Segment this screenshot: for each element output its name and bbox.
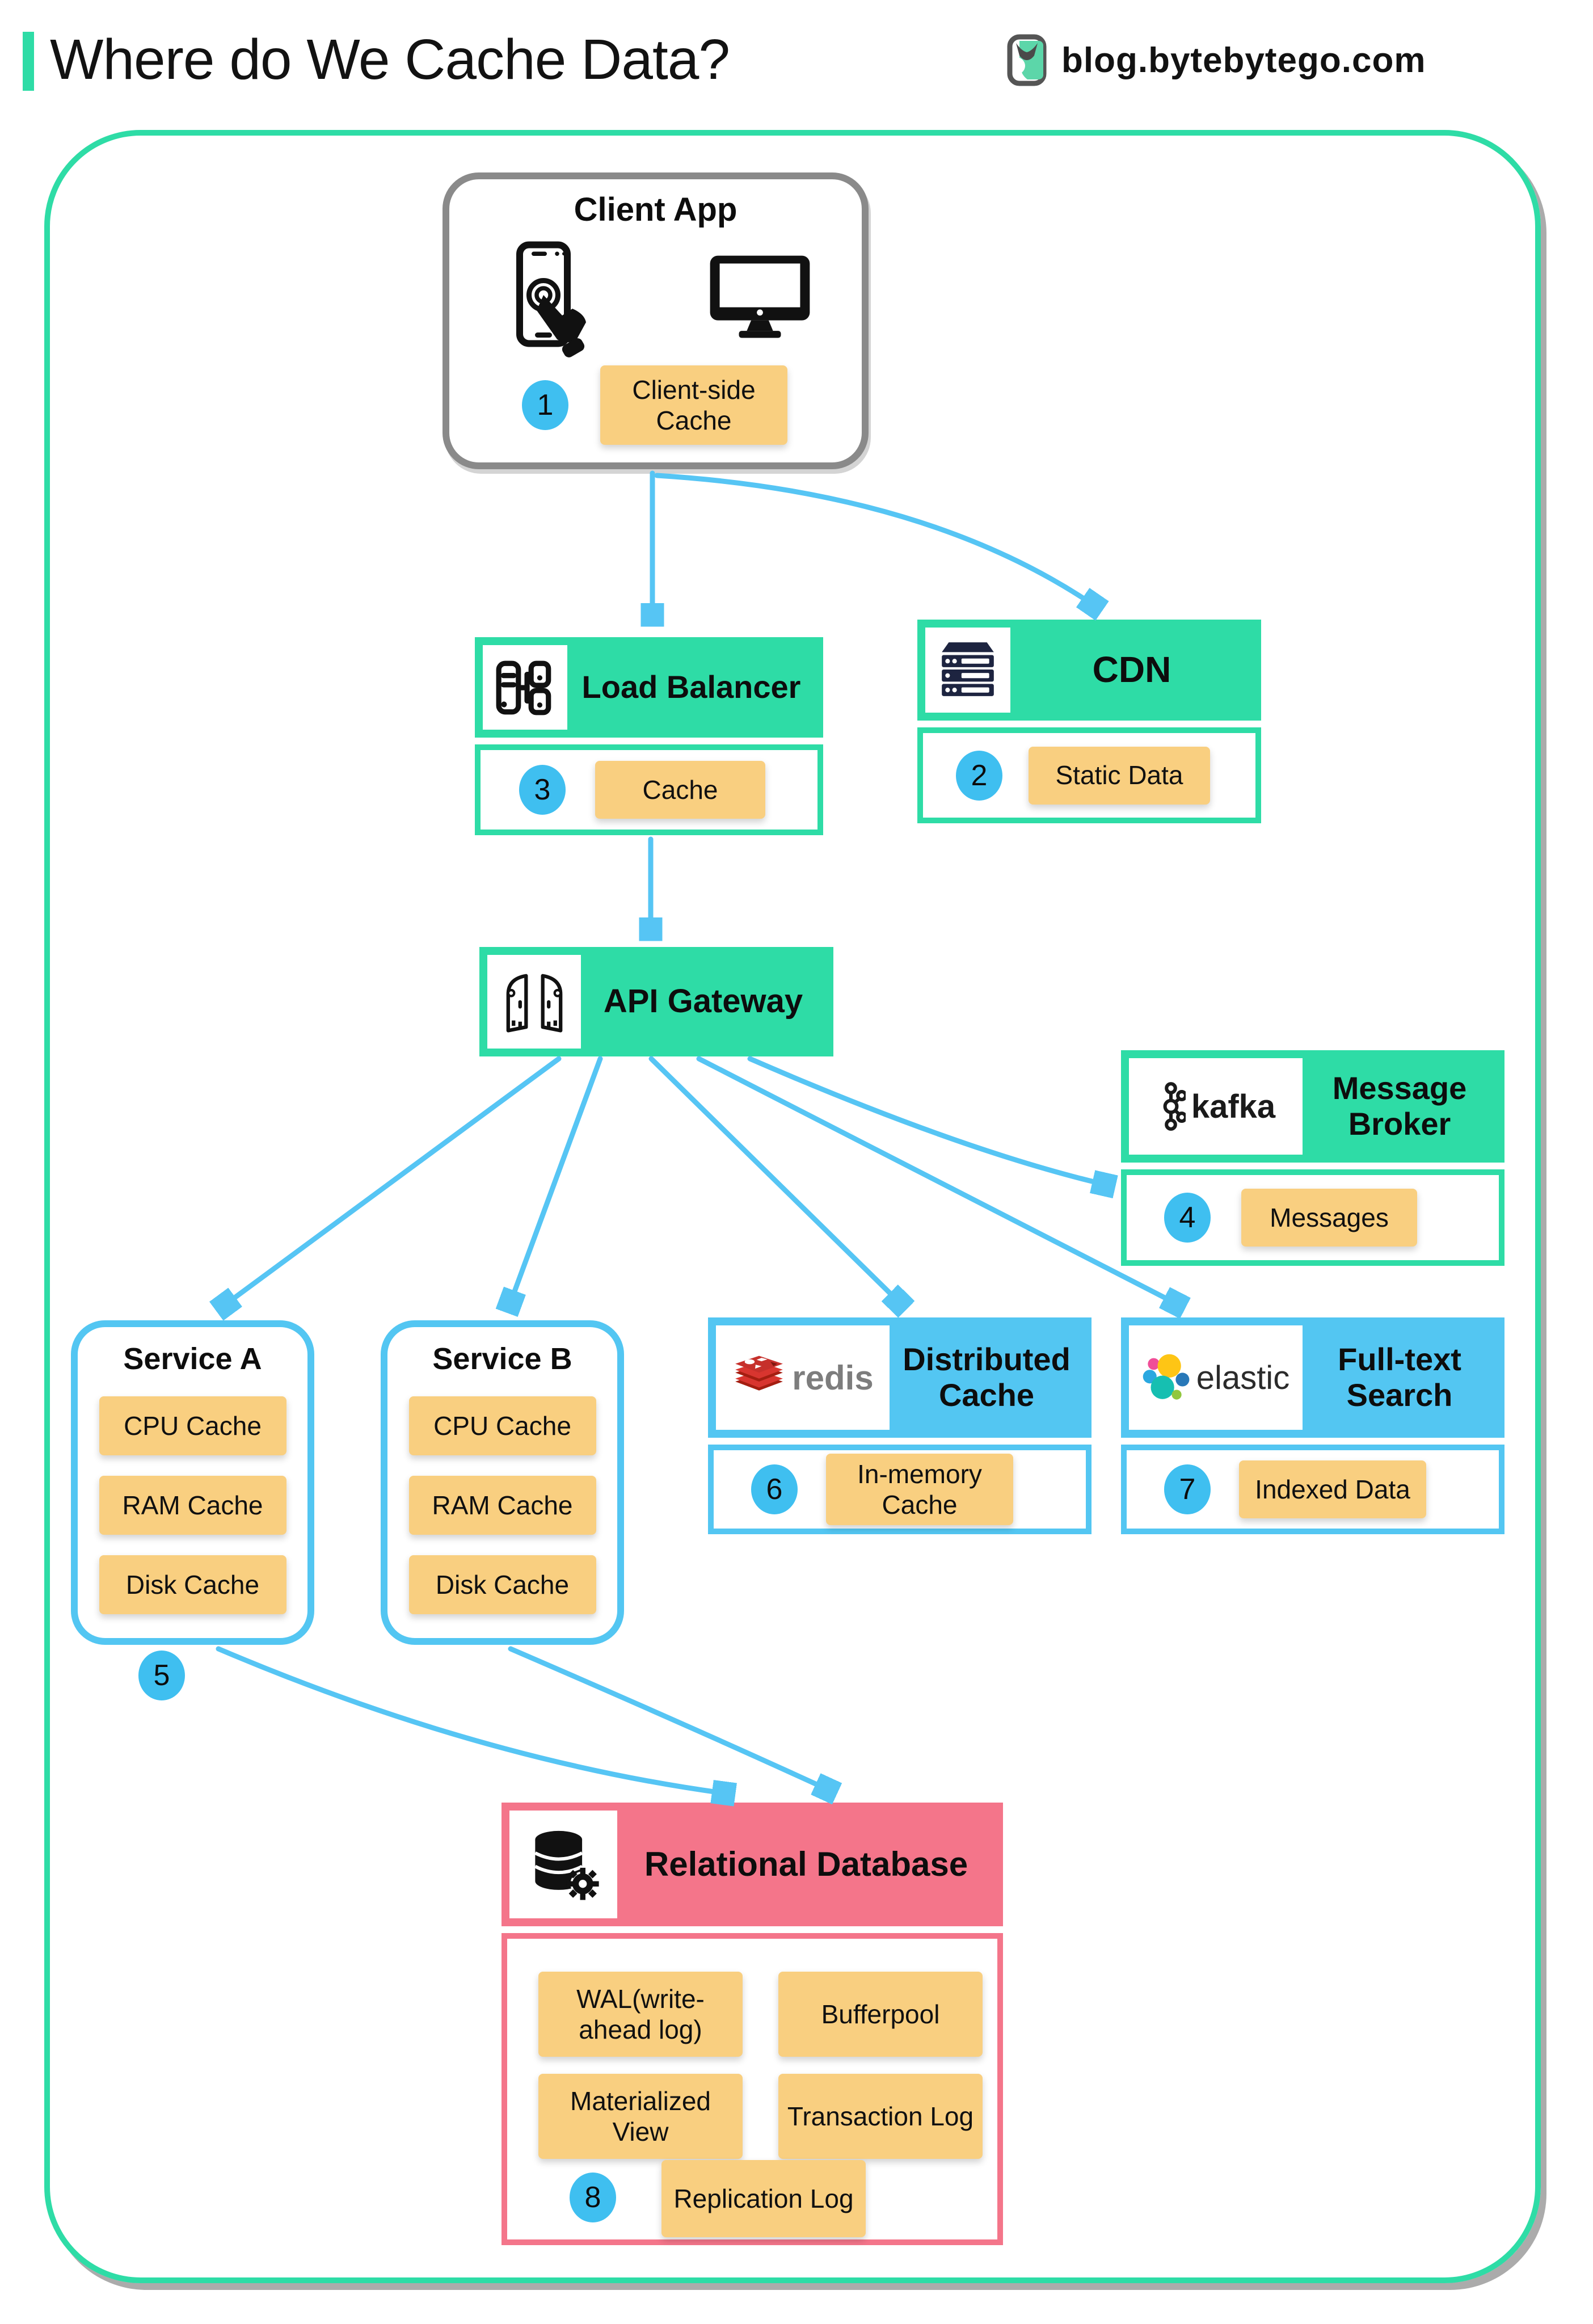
api-gateway-title: API Gateway [603, 983, 803, 1020]
service-a-box [71, 1320, 314, 1645]
step-badge-2: 2 [956, 751, 1002, 801]
step-badge-1: 1 [522, 380, 568, 430]
client-app-box [442, 172, 869, 469]
messages-chip: Messages [1241, 1189, 1417, 1247]
replication-log-chip: Replication Log [661, 2160, 866, 2237]
service-b-disk-cache-chip: Disk Cache [409, 1555, 596, 1614]
service-b-title: Service B [432, 1342, 572, 1376]
distributed-cache-title: Distributed Cache [903, 1341, 1071, 1413]
relational-database-title: Relational Database [644, 1845, 968, 1884]
step-badge-7: 7 [1164, 1464, 1211, 1514]
server-stack-icon [936, 638, 1000, 702]
distributed-cache-header [708, 1317, 1092, 1438]
client-side-cache-chip: Client-side Cache [600, 365, 787, 445]
indexed-data-chip: Indexed Data [1239, 1460, 1426, 1518]
message-broker-cache-row [1121, 1169, 1504, 1266]
fulltext-search-header [1121, 1317, 1504, 1438]
bufferpool-chip: Bufferpool [778, 1972, 983, 2057]
smartphone-touch-icon [506, 241, 591, 360]
service-a-ram-cache-chip: RAM Cache [99, 1476, 286, 1535]
kafka-logo-text: kafka [1191, 1088, 1276, 1125]
step-badge-5: 5 [138, 1651, 185, 1700]
relational-database-header [502, 1803, 1003, 1926]
step-badge-6: 6 [751, 1464, 798, 1514]
brand-logo [1007, 34, 1426, 86]
service-a-cpu-cache-chip: CPU Cache [99, 1396, 286, 1455]
step-badge-8: 8 [570, 2173, 616, 2222]
desktop-monitor-icon [707, 252, 812, 340]
cdn-header [917, 620, 1261, 721]
api-gateway-box [479, 947, 833, 1056]
step-badge-4: 4 [1164, 1193, 1211, 1243]
gate-icon [499, 969, 570, 1035]
redis-icon [732, 1354, 786, 1401]
client-app-title: Client App [574, 191, 738, 228]
fulltext-search-row [1121, 1445, 1504, 1534]
elastic-icon [1142, 1353, 1191, 1402]
redis-logo-text: redis [792, 1358, 874, 1397]
elastic-logo-text: elastic [1196, 1359, 1290, 1396]
page-title: Where do We Cache Data? [50, 28, 730, 91]
fulltext-search-title: Full-text Search [1338, 1341, 1461, 1413]
service-b-box [381, 1320, 624, 1645]
service-b-ram-cache-chip: RAM Cache [409, 1476, 596, 1535]
kafka-icon [1156, 1079, 1186, 1134]
service-a-title: Service A [123, 1342, 262, 1376]
load-balancer-header [475, 637, 823, 738]
in-memory-cache-chip: In-memory Cache [826, 1454, 1013, 1525]
step-badge-3: 3 [519, 765, 566, 815]
lb-cache-chip: Cache [595, 761, 765, 819]
distributed-cache-row [708, 1445, 1092, 1534]
cdn-title: CDN [1092, 649, 1171, 691]
cdn-static-data-chip: Static Data [1029, 747, 1210, 805]
wal-chip: WAL(write-ahead log) [538, 1972, 743, 2057]
relational-database-body [502, 1933, 1003, 2245]
service-a-disk-cache-chip: Disk Cache [99, 1555, 286, 1614]
title-accent-bar [23, 32, 34, 91]
load-balancer-icon [494, 656, 557, 719]
brand-logo-text: blog.bytebytego.com [1061, 40, 1426, 80]
cdn-cache-row [917, 727, 1261, 823]
materialized-view-chip: Materialized View [538, 2074, 743, 2159]
message-broker-header [1121, 1050, 1504, 1163]
message-broker-title: Message Broker [1332, 1070, 1467, 1142]
service-b-cpu-cache-chip: CPU Cache [409, 1396, 596, 1455]
database-gear-icon [526, 1828, 600, 1901]
bytebytego-owl-icon [1007, 34, 1047, 86]
transaction-log-chip: Transaction Log [778, 2074, 983, 2159]
load-balancer-cache-row [475, 744, 823, 835]
load-balancer-title: Load Balancer [581, 669, 801, 705]
